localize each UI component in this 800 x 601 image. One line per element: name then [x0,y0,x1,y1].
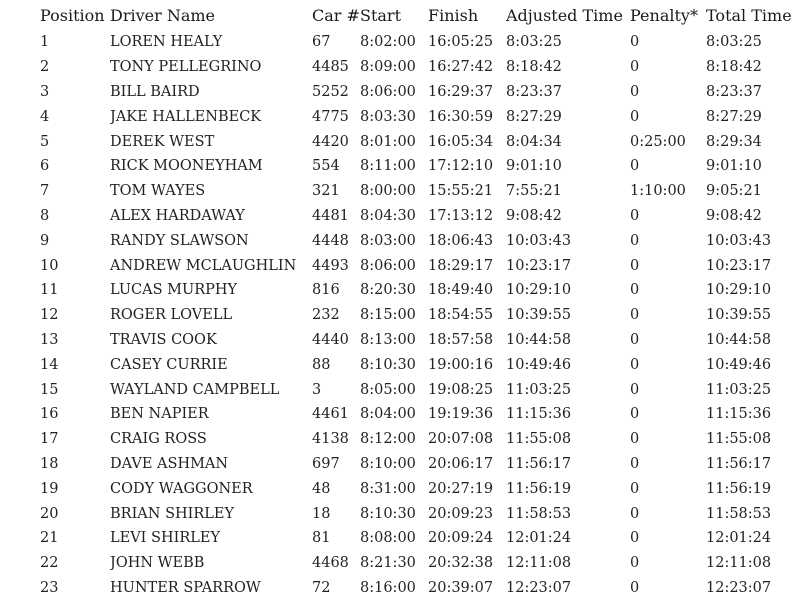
cell-penalty: 0 [630,83,640,100]
cell-start: 8:02:00 [360,34,416,51]
table-row [0,55,800,80]
cell-start: 8:31:00 [360,480,416,497]
cell-adjusted-time: 7:55:21 [506,183,562,200]
cell-start: 8:04:30 [360,207,416,224]
cell-driver-name: WAYLAND CAMPBELL [110,381,280,398]
cell-finish: 16:05:34 [428,133,494,150]
cell-position: 6 [40,158,50,175]
cell-adjusted-time: 10:44:58 [506,331,572,348]
cell-driver-name: ANDREW MCLAUGHLIN [110,257,297,274]
cell-position: 20 [40,505,59,522]
cell-finish: 20:27:19 [428,480,494,497]
cell-driver-name: LUCAS MURPHY [110,282,238,299]
cell-total-time: 9:01:10 [706,158,762,175]
cell-car-number: 18 [312,505,331,522]
cell-total-time: 9:05:21 [706,183,762,200]
cell-car-number: 321 [312,183,340,200]
cell-start: 8:11:00 [360,158,416,175]
cell-total-time: 11:56:19 [706,480,772,497]
table-row [0,154,800,179]
cell-total-time: 10:44:58 [706,331,772,348]
table-row [0,179,800,204]
table-row [0,427,800,452]
cell-car-number: 3 [312,381,322,398]
cell-position: 1 [40,34,50,51]
table-row [0,80,800,105]
cell-driver-name: RANDY SLAWSON [110,232,249,249]
cell-finish: 19:19:36 [428,406,494,423]
cell-total-time: 11:55:08 [706,431,772,448]
cell-car-number: 81 [312,530,331,547]
cell-driver-name: CRAIG ROSS [110,431,207,448]
cell-driver-name: BEN NAPIER [110,406,209,423]
table-row [0,303,800,328]
cell-car-number: 4461 [312,406,349,423]
table-row [0,501,800,526]
cell-car-number: 4493 [312,257,349,274]
cell-car-number: 72 [312,579,331,596]
cell-start: 8:21:30 [360,555,416,572]
cell-total-time: 8:03:25 [706,34,762,51]
cell-adjusted-time: 12:11:08 [506,555,572,572]
cell-finish: 15:55:21 [428,183,494,200]
cell-penalty: 0 [630,406,640,423]
cell-finish: 18:57:58 [428,331,494,348]
cell-penalty: 0 [630,579,640,596]
cell-driver-name: TONY PELLEGRINO [110,59,262,76]
header-position: Position [40,5,105,25]
cell-penalty: 0 [630,108,640,125]
cell-car-number: 232 [312,307,340,324]
results-table-header [0,0,800,30]
cell-start: 8:13:00 [360,331,416,348]
cell-driver-name: CASEY CURRIE [110,356,228,373]
cell-finish: 18:54:55 [428,307,494,324]
cell-driver-name: RICK MOONEYHAM [110,158,263,175]
table-row [0,526,800,551]
cell-total-time: 8:29:34 [706,133,762,150]
cell-start: 8:09:00 [360,59,416,76]
cell-car-number: 88 [312,356,331,373]
cell-car-number: 4420 [312,133,349,150]
header-start: Start [360,5,402,25]
cell-total-time: 9:08:42 [706,207,762,224]
cell-adjusted-time: 11:58:53 [506,505,572,522]
cell-start: 8:05:00 [360,381,416,398]
cell-penalty: 0 [630,356,640,373]
header-finish: Finish [428,5,479,25]
table-row [0,328,800,353]
cell-adjusted-time: 11:03:25 [506,381,572,398]
cell-driver-name: ALEX HARDAWAY [110,207,245,224]
cell-driver-name: TOM WAYES [110,183,206,200]
cell-position: 5 [40,133,50,150]
cell-car-number: 4775 [312,108,349,125]
cell-penalty: 0 [630,257,640,274]
cell-finish: 19:00:16 [428,356,494,373]
table-row [0,204,800,229]
cell-start: 8:10:30 [360,356,416,373]
cell-car-number: 4448 [312,232,349,249]
cell-start: 8:16:00 [360,579,416,596]
cell-car-number: 554 [312,158,340,175]
cell-total-time: 8:23:37 [706,83,762,100]
cell-position: 11 [40,282,59,299]
cell-adjusted-time: 10:03:43 [506,232,572,249]
cell-penalty: 0 [630,480,640,497]
cell-position: 7 [40,183,50,200]
header-adjusted-time: Adjusted Time [506,5,623,25]
cell-total-time: 11:58:53 [706,505,772,522]
cell-finish: 20:09:23 [428,505,494,522]
cell-penalty: 0 [630,207,640,224]
cell-adjusted-time: 11:55:08 [506,431,572,448]
cell-adjusted-time: 10:39:55 [506,307,572,324]
cell-total-time: 11:15:36 [706,406,772,423]
cell-adjusted-time: 8:18:42 [506,59,562,76]
cell-penalty: 0 [630,158,640,175]
cell-penalty: 0 [630,59,640,76]
cell-start: 8:06:00 [360,83,416,100]
cell-penalty: 1:10:00 [630,183,686,200]
cell-position: 18 [40,455,59,472]
cell-total-time: 8:27:29 [706,108,762,125]
cell-adjusted-time: 10:23:17 [506,257,572,274]
table-row [0,452,800,477]
cell-position: 10 [40,257,59,274]
cell-position: 21 [40,530,59,547]
cell-driver-name: BILL BAIRD [110,83,200,100]
cell-finish: 16:05:25 [428,34,494,51]
cell-penalty: 0 [630,331,640,348]
cell-start: 8:00:00 [360,183,416,200]
cell-start: 8:15:00 [360,307,416,324]
cell-total-time: 12:01:24 [706,530,772,547]
cell-driver-name: TRAVIS COOK [110,331,217,348]
cell-finish: 18:29:17 [428,257,494,274]
cell-car-number: 816 [312,282,340,299]
table-row [0,352,800,377]
cell-position: 3 [40,83,50,100]
cell-position: 17 [40,431,59,448]
header-row [0,0,800,30]
cell-total-time: 8:18:42 [706,59,762,76]
cell-start: 8:03:30 [360,108,416,125]
cell-car-number: 48 [312,480,331,497]
table-row [0,377,800,402]
cell-finish: 17:13:12 [428,207,494,224]
cell-car-number: 697 [312,455,340,472]
cell-total-time: 11:56:17 [706,455,772,472]
cell-finish: 20:32:38 [428,555,494,572]
cell-total-time: 10:29:10 [706,282,772,299]
cell-adjusted-time: 11:56:17 [506,455,572,472]
cell-position: 14 [40,356,59,373]
cell-finish: 20:06:17 [428,455,494,472]
table-row [0,402,800,427]
cell-start: 8:04:00 [360,406,416,423]
cell-total-time: 12:11:08 [706,555,772,572]
cell-driver-name: CODY WAGGONER [110,480,253,497]
results-table-body [0,30,800,600]
header-penalty: Penalty* [630,5,698,25]
cell-total-time: 12:23:07 [706,579,772,596]
cell-start: 8:06:00 [360,257,416,274]
cell-position: 2 [40,59,50,76]
table-row [0,551,800,576]
cell-driver-name: LEVI SHIRLEY [110,530,221,547]
cell-start: 8:01:00 [360,133,416,150]
cell-position: 23 [40,579,59,596]
cell-car-number: 4138 [312,431,349,448]
cell-total-time: 10:03:43 [706,232,772,249]
cell-start: 8:12:00 [360,431,416,448]
cell-position: 12 [40,307,59,324]
cell-position: 4 [40,108,50,125]
table-row [0,476,800,501]
cell-penalty: 0 [630,455,640,472]
cell-car-number: 4440 [312,331,349,348]
header-driver-name: Driver Name [110,5,216,25]
cell-car-number: 67 [312,34,331,51]
cell-position: 15 [40,381,59,398]
cell-adjusted-time: 11:15:36 [506,406,572,423]
cell-adjusted-time: 12:01:24 [506,530,572,547]
cell-penalty: 0 [630,282,640,299]
table-row [0,278,800,303]
cell-position: 8 [40,207,50,224]
cell-driver-name: DEREK WEST [110,133,215,150]
cell-penalty: 0 [630,530,640,547]
cell-finish: 20:07:08 [428,431,494,448]
cell-adjusted-time: 11:56:19 [506,480,572,497]
cell-driver-name: BRIAN SHIRLEY [110,505,235,522]
cell-position: 22 [40,555,59,572]
cell-position: 9 [40,232,50,249]
cell-start: 8:10:00 [360,455,416,472]
cell-adjusted-time: 8:03:25 [506,34,562,51]
cell-start: 8:10:30 [360,505,416,522]
header-car-number: Car # [312,5,360,25]
cell-position: 19 [40,480,59,497]
cell-finish: 18:49:40 [428,282,494,299]
table-row [0,253,800,278]
cell-penalty: 0 [630,34,640,51]
cell-position: 13 [40,331,59,348]
cell-penalty: 0 [630,307,640,324]
cell-penalty: 0 [630,431,640,448]
cell-penalty: 0 [630,555,640,572]
cell-finish: 16:27:42 [428,59,494,76]
cell-driver-name: DAVE ASHMAN [110,455,229,472]
cell-start: 8:03:00 [360,232,416,249]
cell-finish: 18:06:43 [428,232,494,249]
cell-total-time: 10:49:46 [706,356,772,373]
cell-car-number: 4481 [312,207,349,224]
table-row [0,576,800,601]
cell-driver-name: LOREN HEALY [110,34,223,51]
cell-driver-name: HUNTER SPARROW [110,579,261,596]
cell-penalty: 0 [630,505,640,522]
cell-total-time: 10:23:17 [706,257,772,274]
table-row [0,228,800,253]
cell-start: 8:20:30 [360,282,416,299]
cell-driver-name: JOHN WEBB [110,555,205,572]
cell-car-number: 5252 [312,83,349,100]
cell-finish: 20:39:07 [428,579,494,596]
cell-penalty: 0 [630,381,640,398]
cell-driver-name: JAKE HALLENBECK [110,108,262,125]
cell-finish: 16:29:37 [428,83,494,100]
cell-car-number: 4485 [312,59,349,76]
cell-start: 8:08:00 [360,530,416,547]
cell-finish: 20:09:24 [428,530,494,547]
cell-total-time: 10:39:55 [706,307,772,324]
cell-adjusted-time: 9:08:42 [506,207,562,224]
cell-adjusted-time: 9:01:10 [506,158,562,175]
cell-penalty: 0 [630,232,640,249]
cell-total-time: 11:03:25 [706,381,772,398]
cell-adjusted-time: 8:27:29 [506,108,562,125]
header-total-time: Total Time [706,5,792,25]
table-row [0,30,800,55]
cell-adjusted-time: 10:49:46 [506,356,572,373]
cell-adjusted-time: 10:29:10 [506,282,572,299]
cell-finish: 19:08:25 [428,381,494,398]
cell-driver-name: ROGER LOVELL [110,307,233,324]
cell-finish: 17:12:10 [428,158,494,175]
cell-finish: 16:30:59 [428,108,494,125]
cell-car-number: 4468 [312,555,349,572]
table-row [0,104,800,129]
table-row [0,129,800,154]
cell-adjusted-time: 12:23:07 [506,579,572,596]
cell-penalty: 0:25:00 [630,133,686,150]
cell-adjusted-time: 8:23:37 [506,83,562,100]
cell-adjusted-time: 8:04:34 [506,133,562,150]
cell-position: 16 [40,406,59,423]
